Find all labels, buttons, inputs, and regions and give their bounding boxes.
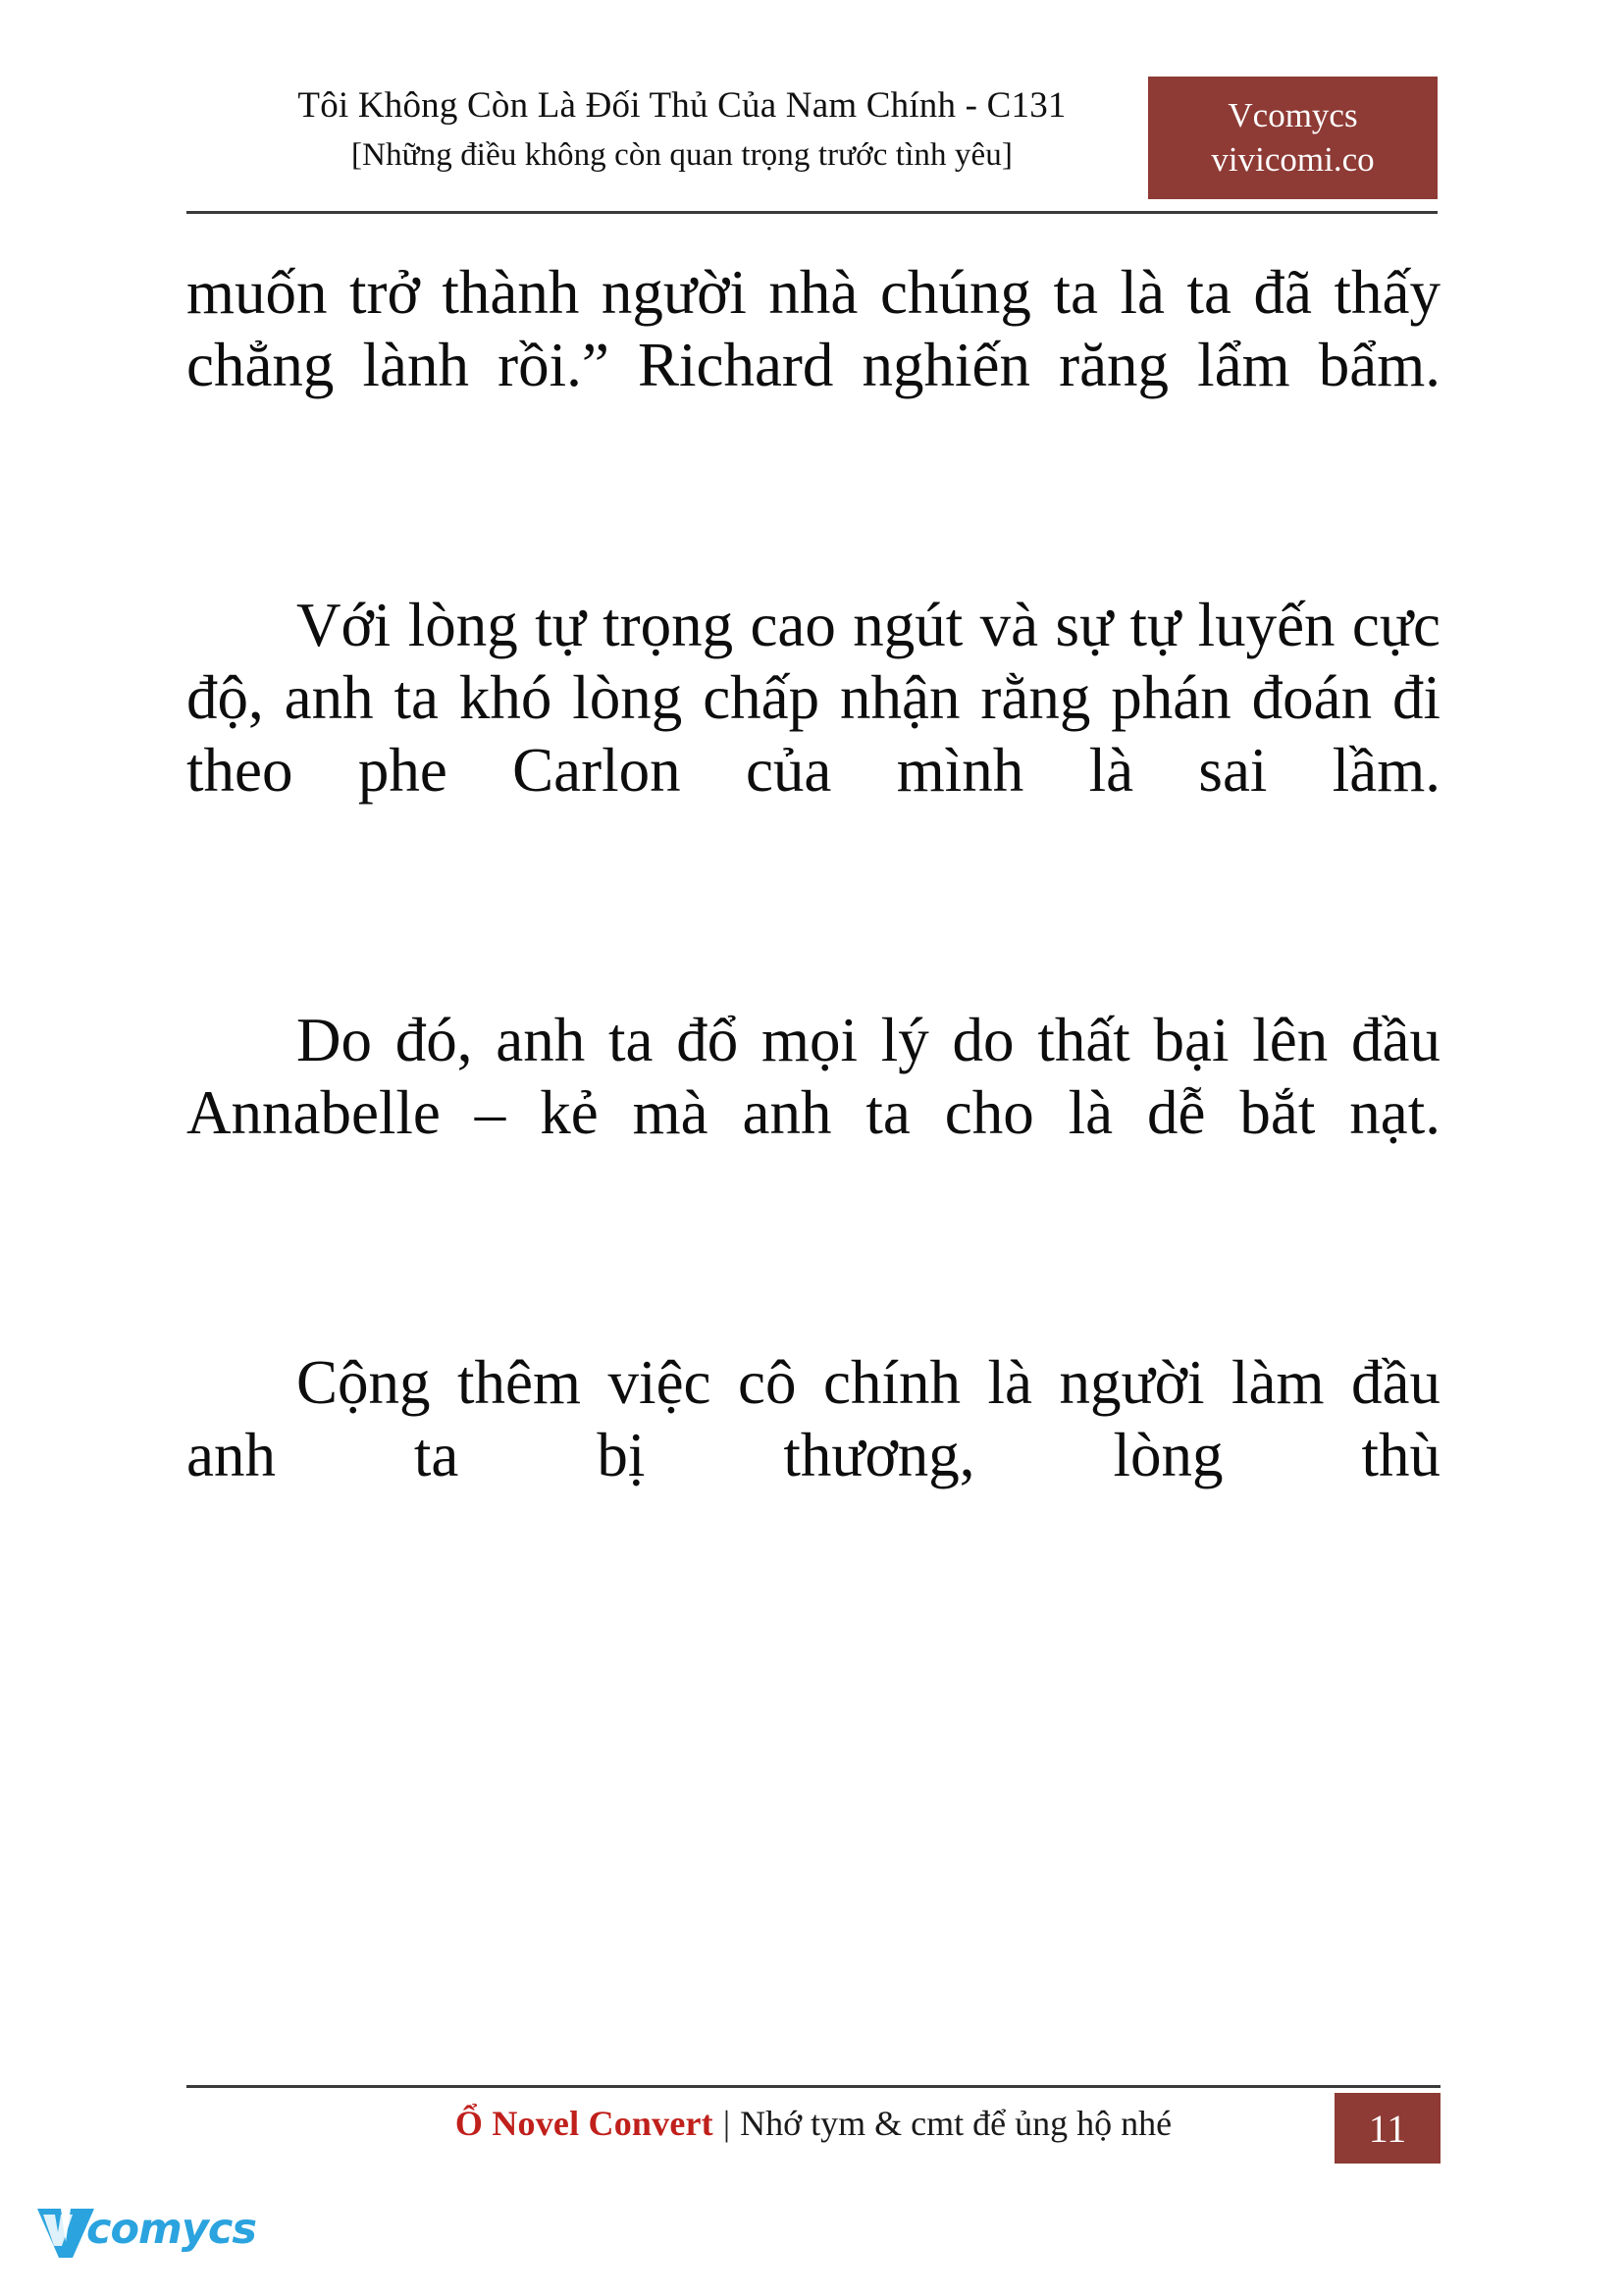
page-number: 11 — [1368, 2106, 1407, 2151]
publisher-url: vivicomi.co — [1211, 139, 1375, 179]
paragraph-spacer — [186, 1222, 1441, 1347]
footer-note: Nhớ tym & cmt để ủng hộ nhé — [740, 2104, 1173, 2143]
footer-brand: Ổ Novel Convert — [454, 2104, 713, 2143]
header-title-line1: Tôi Không Còn Là Đối Thủ Của Nam Chính - C131 — [297, 85, 1067, 126]
paragraph-spacer — [186, 879, 1441, 1005]
watermark-text: comycs — [86, 2205, 256, 2254]
paragraph-4: Cộng thêm việc cô chính là người làm đầu anh ta bị thương, lòng thù — [186, 1348, 1441, 1489]
page-number-badge — [1335, 2093, 1441, 2164]
paragraph-3: Do đó, anh ta đổ mọi lý do thất bại lên đầu Annabelle – kẻ mà anh ta cho là dễ bắt nạt. — [186, 1005, 1441, 1147]
paragraph-spacer — [186, 474, 1441, 590]
page-content — [186, 257, 1441, 1564]
footer-separator: | — [722, 2104, 731, 2143]
header-title-line2: [Những điều không còn quan trọng trước tình yêu] — [351, 136, 1013, 173]
watermark-logo — [35, 2197, 261, 2273]
paragraph-2: Với lòng tự trọng cao ngút và sự tự luyến cực độ, anh ta khó lòng chấp nhận rằng phán đoán đi theo phe Carlon của mình là sai lầm. — [186, 591, 1441, 805]
page-header — [186, 77, 1438, 214]
publisher-badge — [1148, 77, 1438, 199]
footer-credit — [455, 2103, 1172, 2144]
header-divider — [186, 211, 1438, 214]
publisher-name: Vcomycs — [1228, 95, 1358, 134]
paragraph-1: muốn trở thành người nhà chúng ta là ta đã thấy chẳng lành rồi.” Richard nghiến răng lẩm bẩm. — [186, 258, 1441, 399]
footer-content — [186, 2088, 1441, 2159]
header-title-block — [186, 80, 1178, 178]
page-footer — [186, 2085, 1441, 2175]
